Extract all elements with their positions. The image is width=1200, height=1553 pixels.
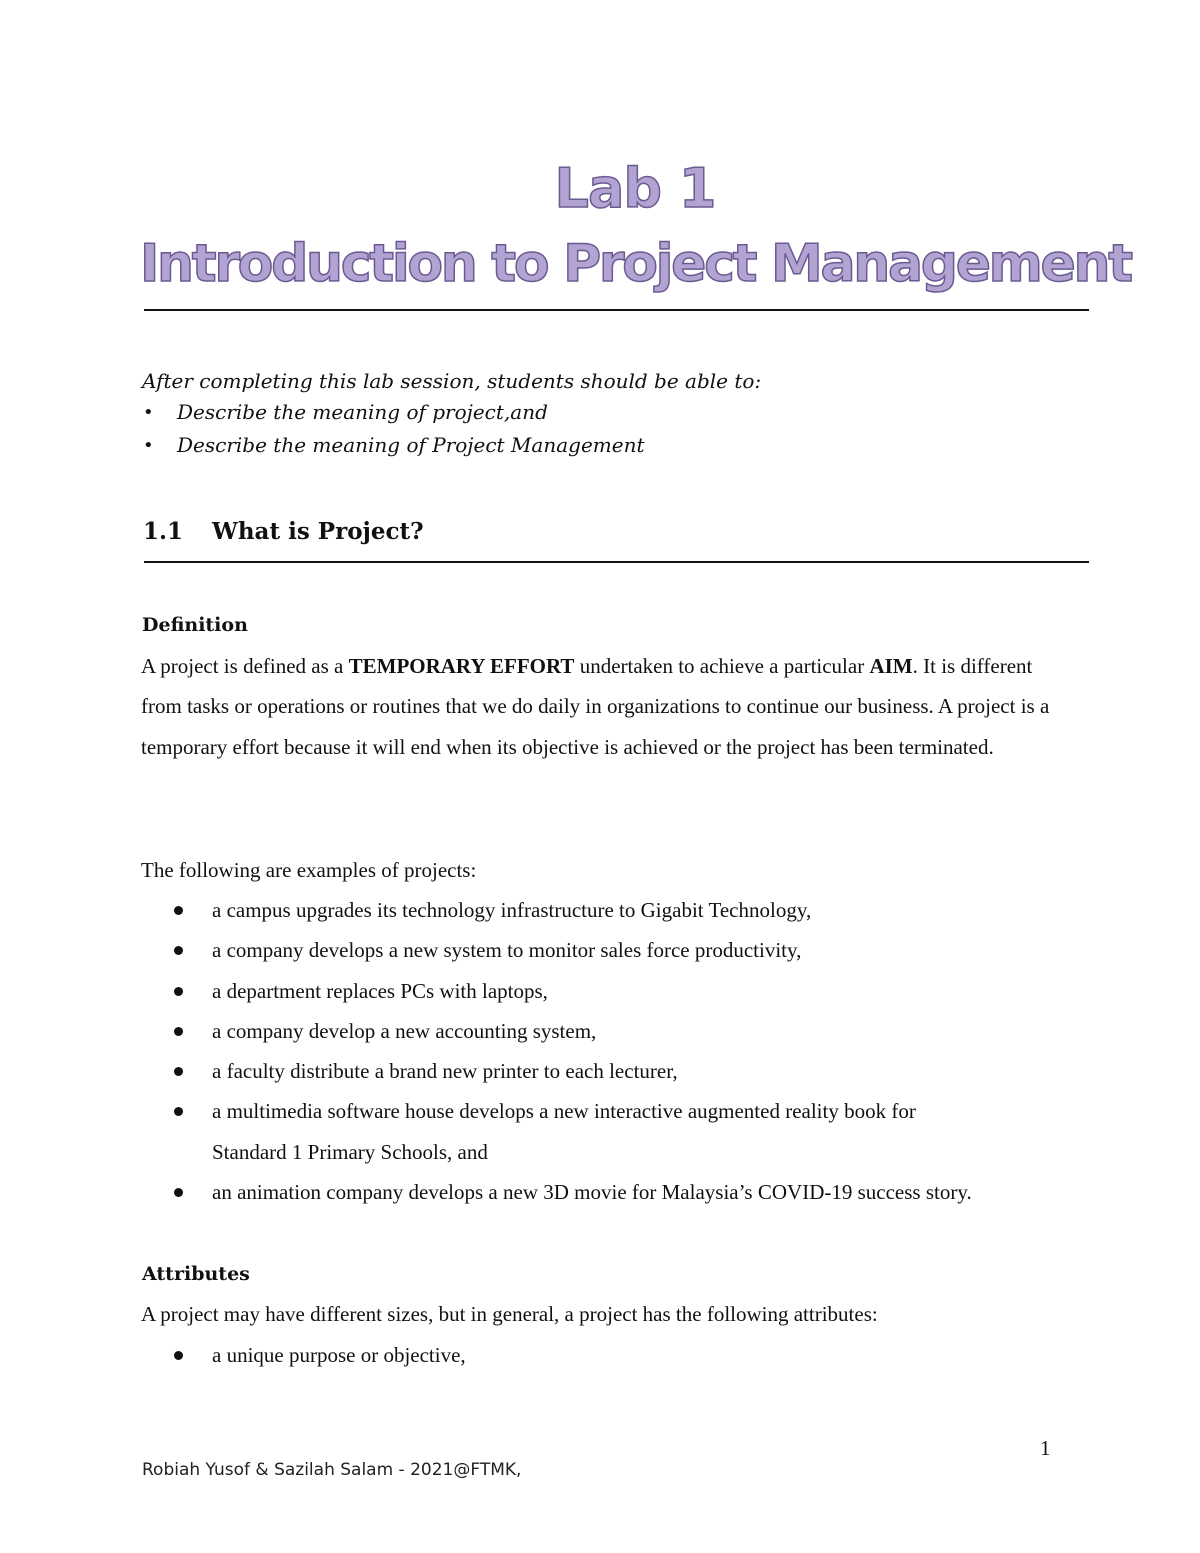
bullet-icon (174, 1107, 183, 1116)
objective-text: Describe the meaning of Project Management (177, 433, 645, 457)
objective-text: Describe the meaning of project,and (177, 400, 548, 424)
bullet-icon: • (143, 402, 154, 423)
lab-subtitle: Introduction to Project Management (140, 234, 1131, 294)
list-item-text: a company develops a new system to monitor sales force productivity, (212, 938, 802, 963)
definition-emphasis: AIM (869, 654, 913, 678)
definition-text: . It is different from tasks or operations or routines that we do daily in organizations to continue our business. A project is a temporary effort because it will end when its objective is achieved or the project has been terminated. (141, 654, 1050, 759)
list-item-text: a unique purpose or objective, (212, 1343, 466, 1367)
list-item (0, 1335, 1100, 1375)
list-item-continuation: Standard 1 Primary Schools, and (212, 1139, 488, 1164)
learning-objectives (142, 366, 1042, 462)
objectives-intro: After completing this lab session, students should be able to: (142, 369, 762, 393)
examples-intro: The following are examples of projects: (141, 858, 477, 882)
bullet-icon (174, 906, 183, 915)
attributes-heading: Attributes (142, 1263, 250, 1285)
list-item (0, 890, 1100, 930)
bullet-icon (174, 1067, 183, 1076)
list-item (0, 1172, 1100, 1212)
attributes-list (0, 1335, 1100, 1375)
definition-text: undertaken to achieve a particular (574, 654, 870, 678)
list-item (0, 1051, 1100, 1091)
bullet-icon (174, 1351, 183, 1360)
list-item-text: a campus upgrades its technology infrastructure to Gigabit Technology, (212, 898, 812, 922)
list-item-text: a faculty distribute a brand new printer to each lecturer, (212, 1059, 678, 1084)
section-title: What is Project? (212, 518, 424, 545)
lab-title: Lab 1 (554, 157, 716, 220)
section-heading (143, 518, 424, 545)
list-item (0, 971, 1100, 1011)
objectives-list (142, 396, 1042, 462)
definition-paragraph (141, 646, 1061, 767)
bullet-icon (174, 946, 183, 955)
bullet-icon: • (143, 435, 154, 456)
definition-text: A project is defined as a (141, 654, 349, 678)
list-item-text: a multimedia software house develops a new interactive augmented reality book for (212, 1099, 916, 1124)
attributes-intro: A project may have different sizes, but in general, a project has the following attributes: (141, 1302, 878, 1326)
title-divider (144, 309, 1089, 311)
bullet-icon (174, 1188, 183, 1197)
bullet-icon (174, 987, 183, 996)
list-item-text: a company develop a new accounting system, (212, 1018, 597, 1043)
objective-item (142, 396, 1042, 429)
bullet-icon (174, 1027, 183, 1036)
definition-emphasis: TEMPORARY EFFORT (348, 654, 575, 678)
definition-heading: Definition (142, 614, 248, 636)
list-item (0, 930, 1100, 970)
section-number: 1.1 (143, 518, 184, 545)
page-number: 1 (1040, 1436, 1051, 1460)
list-item-text: a department replaces PCs with laptops, (212, 978, 548, 1003)
examples-list (0, 890, 1100, 1212)
list-item (0, 1011, 1100, 1051)
objective-item (142, 429, 1042, 462)
section-divider (144, 561, 1089, 563)
page-footer: Robiah Yusof & Sazilah Salam - 2021@FTMK, (142, 1460, 522, 1480)
list-item-text: an animation company develops a new 3D movie for Malaysia’s COVID-19 success story. (212, 1180, 972, 1205)
list-item (0, 1091, 1100, 1172)
